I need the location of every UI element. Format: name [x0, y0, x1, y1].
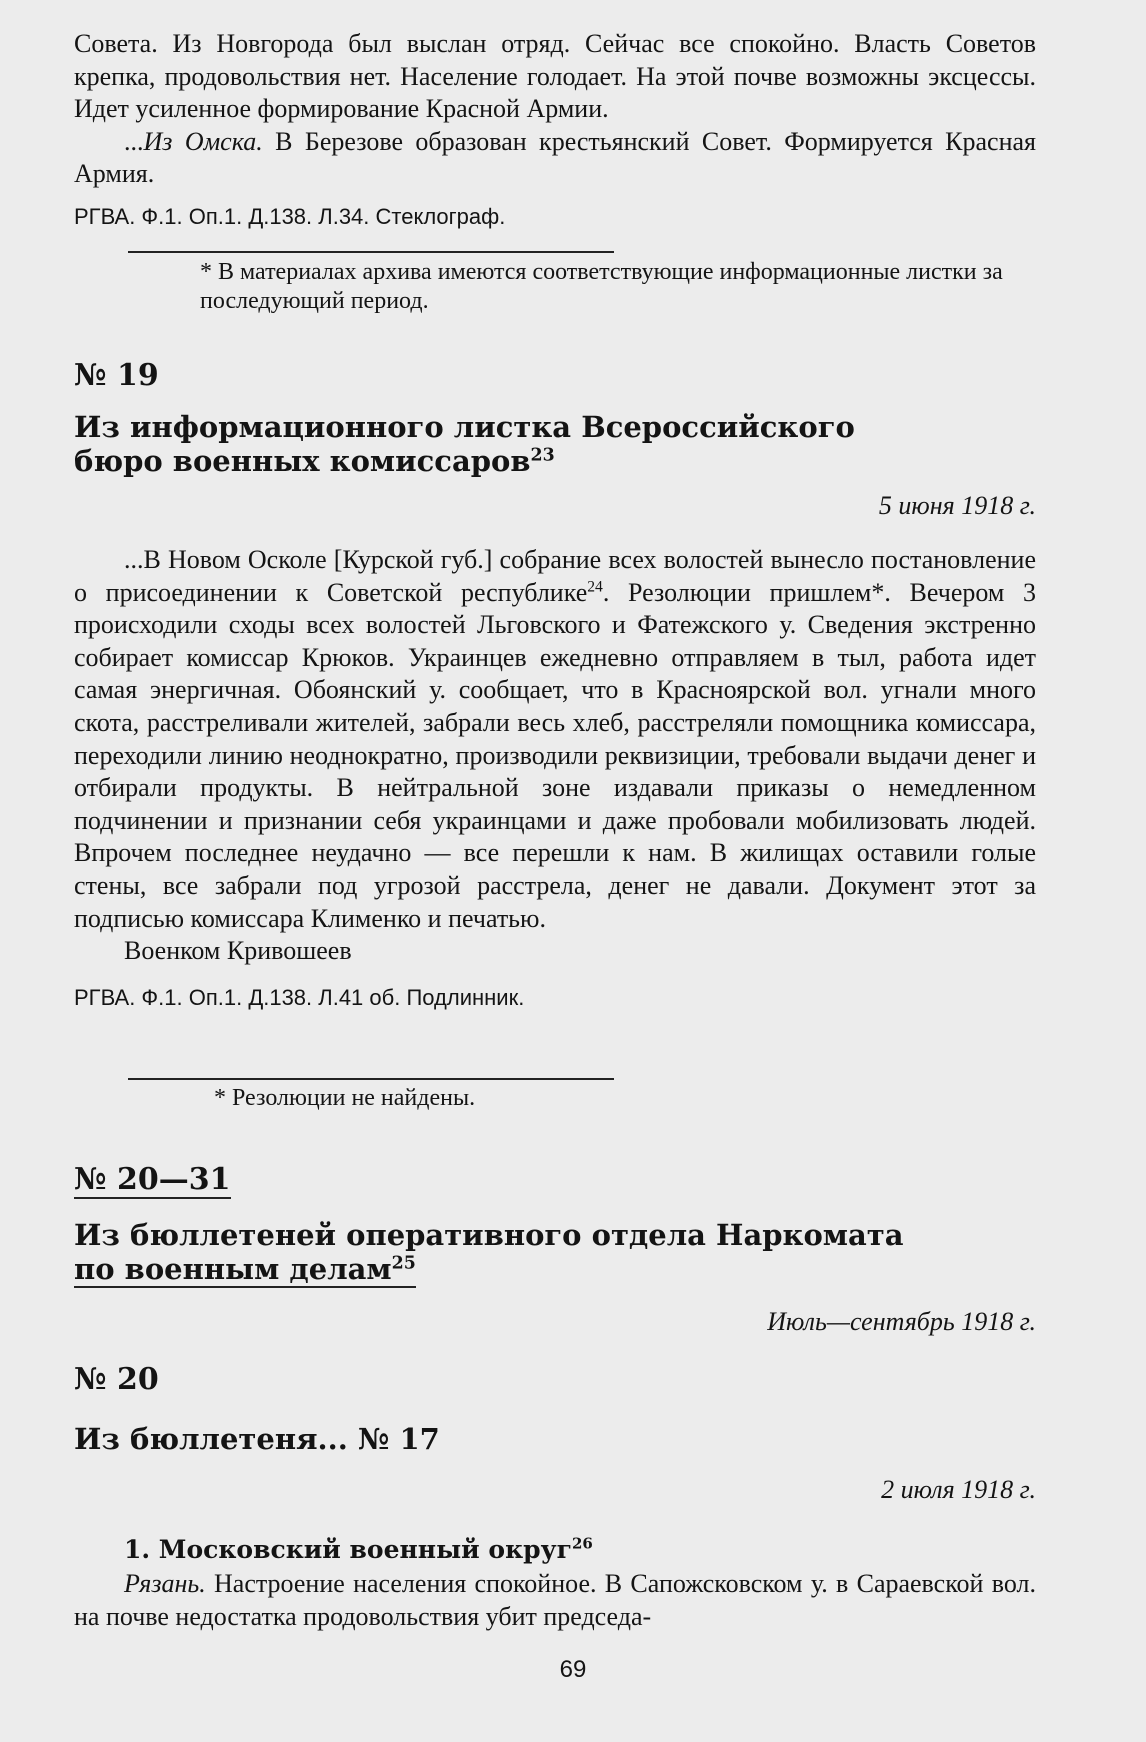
footnote-block — [200, 258, 1040, 316]
archive-source: РГВА. Ф.1. Оп.1. Д.138. Л.34. Стеклограф. — [74, 203, 506, 229]
document-20-31 — [74, 1162, 1036, 1338]
title-line: бюро военных комиссаров — [74, 444, 531, 478]
omsk-lead: ... — [124, 126, 144, 156]
document-date: 5 июня 1918 г. — [878, 491, 1036, 520]
body-text: . Резолюции пришлем*. Вечером 3 происходили сходы всех волостей Льговского и Фатежского у. Сведения экстренно собирает комиссар Крюков. Украинцев ежедневно отправляем в тыл, работа идет самая энергичная. Обоянский у. сообщает, что в Красноярской вол. угнали много скота, расстреливали жителей, забрали весь хлеб, расстреляли помощника комиссара, переходили линию неоднократно, производили реквизиции, требовали выдачи денег и отбирали продукты. В нейтральной зоне издавали приказы о немедленном подчинении и признании себя украинцами и даже пробовали мобилизовать людей. Впрочем последнее неудачно — все перешли к нам. В жилищах оставили голые стены, все забрали под угрозой расстрела, денег не давали. Документ этот за подписью комиссара Клименко и печатью. — [74, 577, 1036, 933]
document-date: 2 июля 1918 г. — [881, 1475, 1036, 1504]
footnote-ref: 26 — [571, 1534, 593, 1553]
footnote-text: * В материалах архива имеются соответствующие информационные листки за последующий период. — [200, 259, 1003, 314]
continuation-paragraph: Совета. Из Новгорода был выслан отряд. Сейчас все спокойно. Власть Советов крепка, продовольствия нет. Население голодает. На этой почве возможны эксцессы. Идет усиленное формирование Красной Армии. — [74, 29, 1036, 124]
page-number: 69 — [559, 1656, 587, 1683]
title-line: Из бюллетеней оперативного отдела Наркомата — [74, 1218, 904, 1252]
document-number: № 20 — [74, 1362, 159, 1397]
footnote-text: * Резолюции не найдены. — [214, 1085, 476, 1111]
document-title — [74, 410, 1036, 478]
document-body — [74, 1568, 1036, 1633]
footnote-ref: 25 — [391, 1253, 416, 1274]
archive-source: РГВА. Ф.1. Оп.1. Д.138. Л.41 об. Подлинник. — [74, 984, 525, 1010]
place-name: Рязань. — [124, 1569, 206, 1598]
footnote-ref: 24 — [587, 577, 603, 595]
document-number — [74, 1162, 1036, 1198]
footnote-block — [214, 1084, 1014, 1113]
footnote-rule — [128, 1078, 614, 1080]
title-line: Из информационного листка Всероссийского — [74, 410, 855, 444]
document-title — [74, 1218, 1036, 1286]
document-number: № 19 — [74, 358, 159, 393]
omsk-text: В Березове образован крестьянский Совет. Формируется Красная Армия. — [74, 126, 1036, 189]
footnote-ref: 23 — [530, 445, 555, 466]
body-text: Настроение населения спокойное. В Сапожсковском у. в Сараевской вол. на почве недостатка продовольствия убит председа- — [74, 1569, 1036, 1631]
document-date: Июль—сентябрь 1918 г. — [767, 1307, 1036, 1336]
document-number-text: № 20—31 — [74, 1162, 231, 1197]
document-body — [74, 544, 1036, 935]
footnote-rule — [128, 251, 614, 253]
title-line: по военным делам$^{25}$ — [74, 1252, 416, 1286]
continuation-block — [74, 28, 1036, 231]
section-heading: 1. Московский военный округ$^{26}$ — [124, 1534, 593, 1564]
body-text: ...В Новом Осколе [Курской губ.] собрание всех волостей вынесло постановление о присоединении к Советской республике — [74, 545, 1036, 607]
document-19 — [74, 358, 1036, 1012]
document-title: Из бюллетеня... № 17 — [74, 1422, 440, 1456]
omsk-paragraph — [74, 126, 1036, 191]
document-20 — [74, 1362, 1036, 1633]
signature: Военком Кривошеев — [124, 936, 352, 966]
omsk-place: Из Омска. — [143, 126, 263, 156]
